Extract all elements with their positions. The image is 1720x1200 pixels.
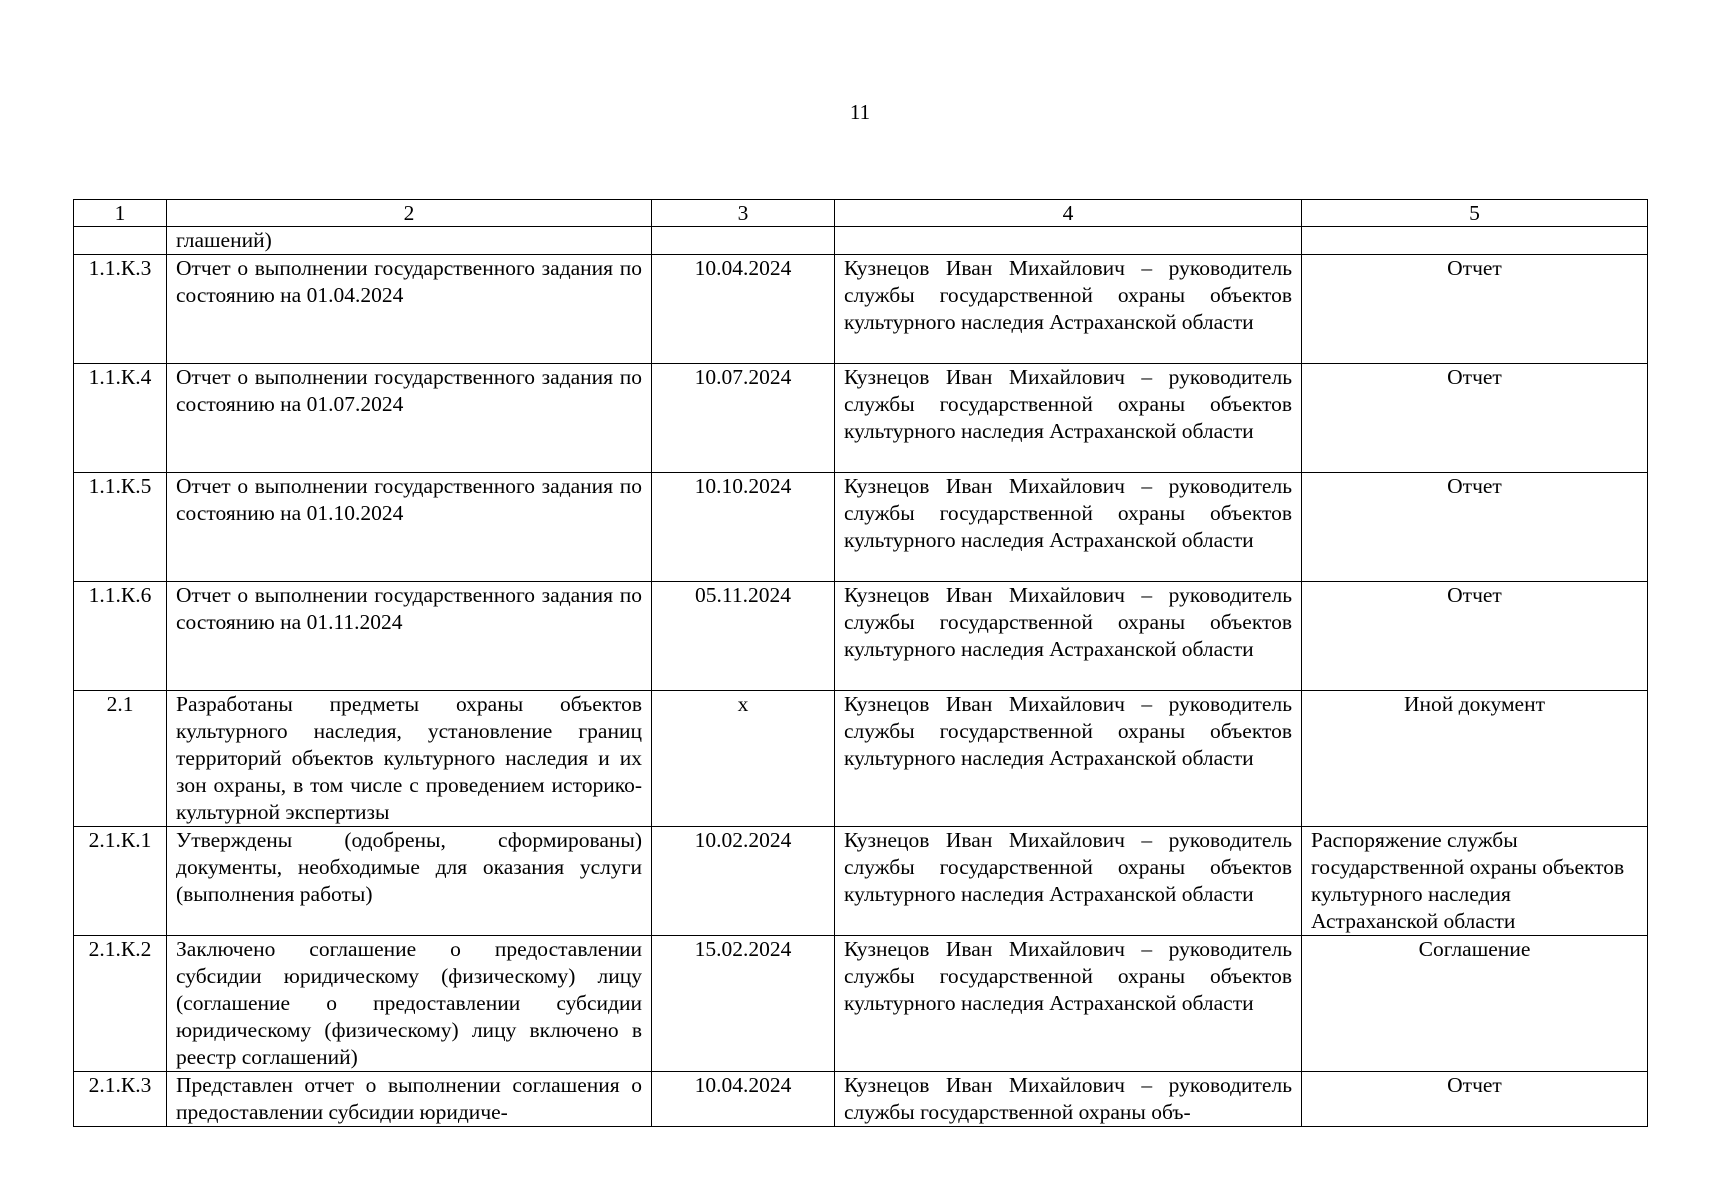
row-date: 05.11.2024 xyxy=(652,582,835,691)
row-description: Отчет о выполнении государственного задания по состоянию на 01.07.2024 xyxy=(167,364,652,473)
row-date: 10.02.2024 xyxy=(652,827,835,936)
table-row-continuation xyxy=(74,227,1648,255)
column-header-4: 4 xyxy=(835,200,1302,227)
control-points-table xyxy=(73,199,1648,1127)
row-document-type: Отчет xyxy=(1302,255,1648,364)
row-number: 2.1.К.2 xyxy=(74,936,167,1072)
row-responsible: Кузнецов Иван Михайлович – руководитель службы государственной охраны объ- xyxy=(835,1072,1302,1127)
row-number: 1.1.К.5 xyxy=(74,473,167,582)
row-document-type: Отчет xyxy=(1302,1072,1648,1127)
row-description: Заключено соглашение о предоставлении субсидии юридическому (физическому) лицу (соглашение о предоставлении субсидии юридическому (физическому) лицу включено в реестр соглашений) xyxy=(167,936,652,1072)
column-header-1: 1 xyxy=(74,200,167,227)
row-document-type: Распоряжение службы государственной охраны объектов культурного наследия Астраханской области xyxy=(1302,827,1648,936)
row-date xyxy=(652,227,835,255)
row-description: Разработаны предметы охраны объектов культурного наследия, установление границ территорий объектов культурного наследия и их зон охраны, в том числе с проведением историко-культурной экспертизы xyxy=(167,691,652,827)
row-responsible: Кузнецов Иван Михайлович – руководитель службы государственной охраны объектов культурного наследия Астраханской области xyxy=(835,691,1302,827)
row-document-type: Отчет xyxy=(1302,364,1648,473)
table-row xyxy=(74,473,1648,582)
row-description: глашений) xyxy=(167,227,652,255)
row-responsible xyxy=(835,227,1302,255)
row-responsible: Кузнецов Иван Михайлович – руководитель службы государственной охраны объектов культурного наследия Астраханской области xyxy=(835,827,1302,936)
table-row xyxy=(74,582,1648,691)
table-header-row xyxy=(74,200,1648,227)
row-date: 10.04.2024 xyxy=(652,1072,835,1127)
row-date: 10.10.2024 xyxy=(652,473,835,582)
row-description: Отчет о выполнении государственного задания по состоянию на 01.10.2024 xyxy=(167,473,652,582)
row-document-type: Отчет xyxy=(1302,582,1648,691)
row-description: Представлен отчет о выполнении соглашения о предоставлении субсидии юридиче- xyxy=(167,1072,652,1127)
row-document-type: Иной документ xyxy=(1302,691,1648,827)
row-date: х xyxy=(652,691,835,827)
row-description: Отчет о выполнении государственного задания по состоянию на 01.04.2024 xyxy=(167,255,652,364)
row-date: 15.02.2024 xyxy=(652,936,835,1072)
row-responsible: Кузнецов Иван Михайлович – руководитель службы государственной охраны объектов культурного наследия Астраханской области xyxy=(835,582,1302,691)
row-responsible: Кузнецов Иван Михайлович – руководитель службы государственной охраны объектов культурного наследия Астраханской области xyxy=(835,364,1302,473)
table-row xyxy=(74,1072,1648,1127)
row-number: 1.1.К.4 xyxy=(74,364,167,473)
table-row xyxy=(74,364,1648,473)
row-responsible: Кузнецов Иван Михайлович – руководитель службы государственной охраны объектов культурного наследия Астраханской области xyxy=(835,936,1302,1072)
row-number: 1.1.К.6 xyxy=(74,582,167,691)
row-number: 2.1 xyxy=(74,691,167,827)
column-header-2: 2 xyxy=(167,200,652,227)
column-header-5: 5 xyxy=(1302,200,1648,227)
row-number: 1.1.К.3 xyxy=(74,255,167,364)
row-date: 10.04.2024 xyxy=(652,255,835,364)
table-row xyxy=(74,255,1648,364)
table-row xyxy=(74,827,1648,936)
row-number xyxy=(74,227,167,255)
page-number: 11 xyxy=(849,100,871,124)
table-row xyxy=(74,936,1648,1072)
row-responsible: Кузнецов Иван Михайлович – руководитель службы государственной охраны объектов культурного наследия Астраханской области xyxy=(835,473,1302,582)
row-number: 2.1.К.1 xyxy=(74,827,167,936)
row-responsible: Кузнецов Иван Михайлович – руководитель службы государственной охраны объектов культурного наследия Астраханской области xyxy=(835,255,1302,364)
row-document-type: Соглашение xyxy=(1302,936,1648,1072)
row-number: 2.1.К.3 xyxy=(74,1072,167,1127)
row-description: Отчет о выполнении государственного задания по состоянию на 01.11.2024 xyxy=(167,582,652,691)
row-document-type xyxy=(1302,227,1648,255)
row-date: 10.07.2024 xyxy=(652,364,835,473)
row-document-type: Отчет xyxy=(1302,473,1648,582)
table-row xyxy=(74,691,1648,827)
column-header-3: 3 xyxy=(652,200,835,227)
row-description: Утверждены (одобрены, сформированы) документы, необходимые для оказания услуги (выполнения работы) xyxy=(167,827,652,936)
